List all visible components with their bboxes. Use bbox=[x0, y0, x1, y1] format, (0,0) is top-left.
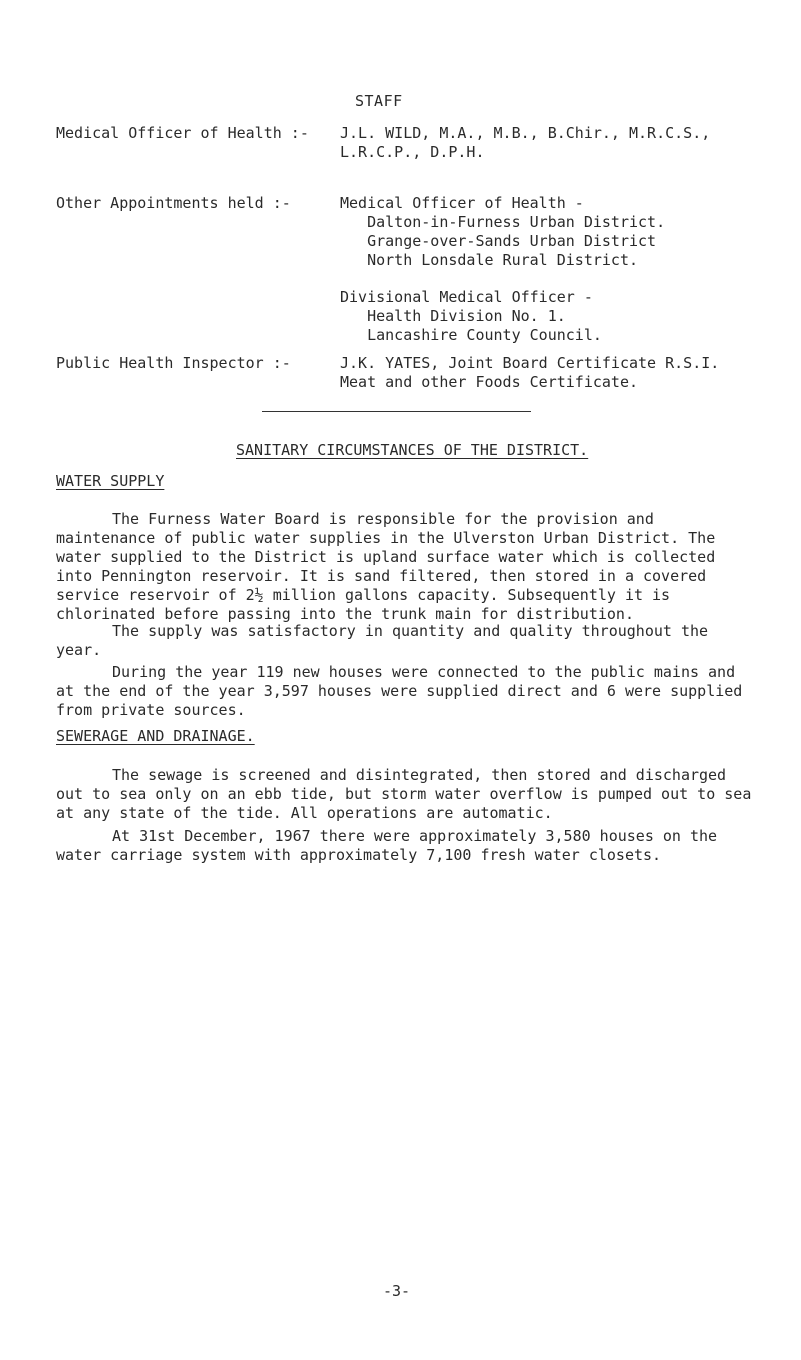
sanitary-heading: SANITARY CIRCUMSTANCES OF THE DISTRICT. bbox=[236, 441, 589, 459]
water-supply-heading: WATER SUPPLY bbox=[56, 472, 165, 490]
sewerage-paragraph-1: The sewage is screened and disintegrated, then stored and discharged out to sea only on an ebb tide, but storm water overflow is pumped out to sea at any state of the tide. All operations are automatic. bbox=[56, 766, 752, 822]
staff-value-line: Grange-over-Sands Urban District bbox=[340, 232, 657, 250]
staff-heading: STAFF bbox=[355, 92, 403, 110]
sewerage-paragraph-2: At 31st December, 1967 there were approximately 3,580 houses on the water carriage system with approximately 7,100 fresh water closets. bbox=[56, 827, 718, 864]
staff-value-line: Meat and other Foods Certificate. bbox=[340, 373, 639, 391]
page-number: -3- bbox=[383, 1282, 411, 1300]
water-paragraph-1: The Furness Water Board is responsible for the provision and maintenance of public water supplies in the Ulverston Urban District. The water supplied to the District is upland surface water which is collected into Pennington reservoir. It is sand filtered, then stored in a covered service reservoir of 2½ million gallons capacity. Subsequently it is chlorinated before passing into the trunk main for distribution. bbox=[56, 510, 716, 623]
staff-value-line: J.K. YATES, Joint Board Certificate R.S.I. bbox=[340, 354, 720, 372]
staff-value-line: Divisional Medical Officer - bbox=[340, 288, 593, 306]
staff-value-line: Dalton-in-Furness Urban District. bbox=[340, 213, 666, 231]
staff-label-moh: Medical Officer of Health :- bbox=[56, 124, 309, 142]
sewerage-heading: SEWERAGE AND DRAINAGE. bbox=[56, 727, 255, 745]
staff-value-line: J.L. WILD, M.A., M.B., B.Chir., M.R.C.S., bbox=[340, 124, 711, 142]
water-paragraph-3: During the year 119 new houses were connected to the public mains and at the end of the year 3,597 houses were supplied direct and 6 were supplied from private sources. bbox=[56, 663, 743, 719]
section-divider bbox=[262, 411, 531, 412]
staff-value-line: Health Division No. 1. bbox=[340, 307, 566, 325]
staff-value-line: L.R.C.P., D.P.H. bbox=[340, 143, 485, 161]
staff-value-line: Lancashire County Council. bbox=[340, 326, 602, 344]
staff-label-other: Other Appointments held :- bbox=[56, 194, 291, 212]
staff-value-line: North Lonsdale Rural District. bbox=[340, 251, 639, 269]
staff-value-line: Medical Officer of Health - bbox=[340, 194, 584, 212]
staff-label-phi: Public Health Inspector :- bbox=[56, 354, 291, 372]
water-paragraph-2: The supply was satisfactory in quantity and quality throughout the year. bbox=[56, 622, 709, 659]
